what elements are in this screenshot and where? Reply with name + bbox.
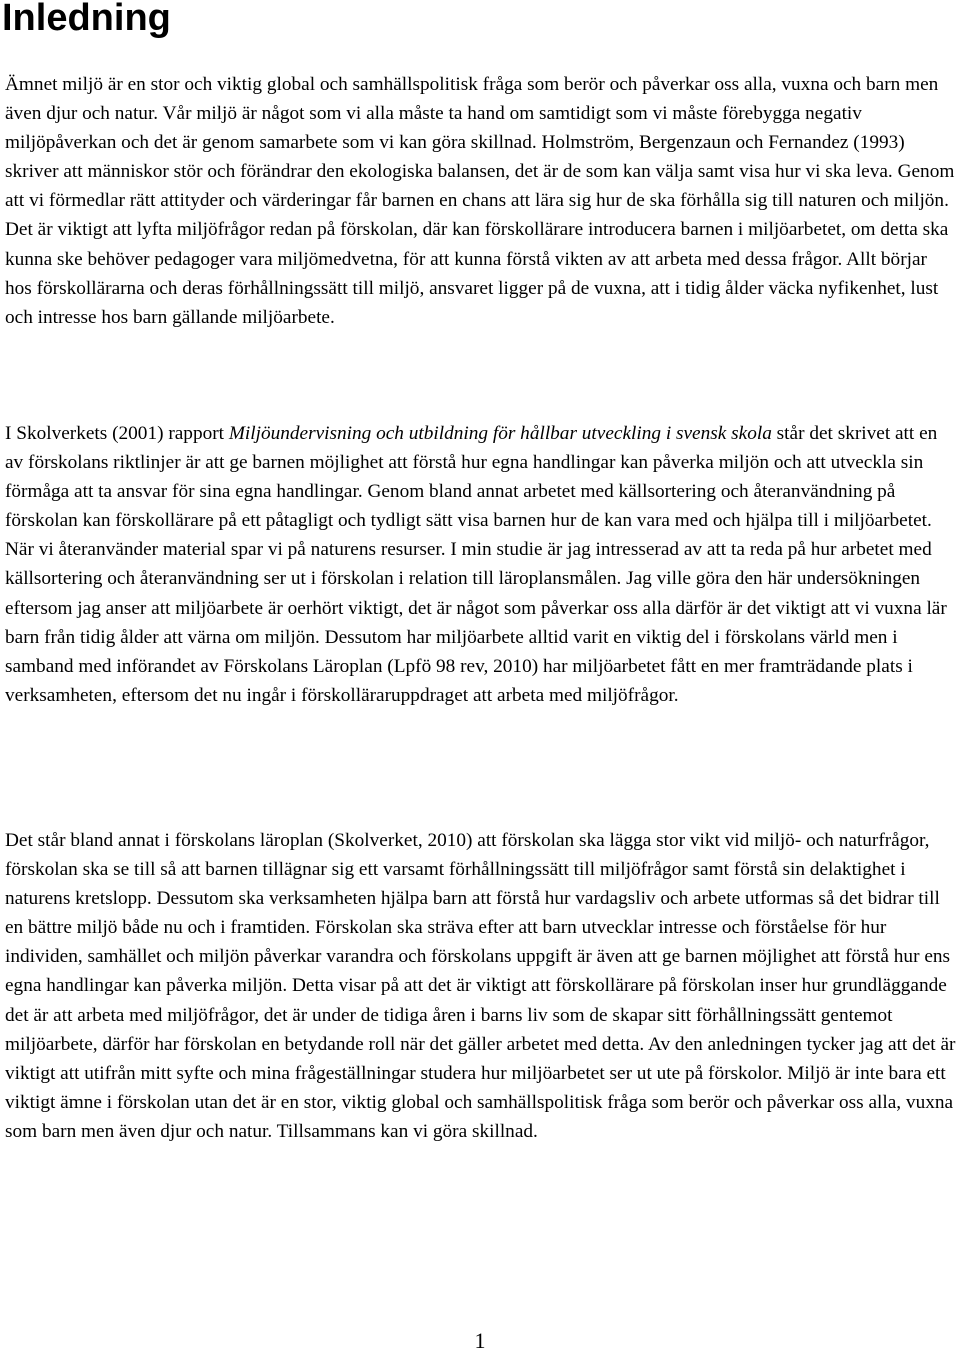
section-heading: Inledning [2,0,171,39]
page-number: 1 [474,1328,486,1353]
paragraph-text-after-title: står det skrivet att en av förskolans riktlinjer är att ge barnen möjlighet att förstå hur egna handlingar kan påverka miljön och att utveckla sin förmåga att ta ansvar för sina egna handlingar. Genom bland annat arbetet med källsortering och återanvändning på förskolan kan förskollärare på ett påtagligt och tydligt sätt visa barnen hur de kan vara med och hjälpa till i miljöarbetet. När vi återanvänder material spar vi på naturens resurser. I min studie är jag intresserad av att ta reda på hur arbetet med källsortering och återanvändning ser ut i förskolan i relation till läroplansmålen. Jag ville göra den här undersökningen eftersom jag anser att miljöarbete är oerhört viktigt, det är något som påverkar oss alla därför är det viktigt att vi vuxna lär barn från tidig ålder att värna om miljön. Dessutom har miljöarbete alltid varit en viktig del i förskolans värld men i samband med införandet av Förskolans Läroplan (Lpfö 98 rev, 2010) har miljöarbetet fått en mer framträdande plats i verksamheten, eftersom det nu ingår i förskolläraruppdraget att arbeta med miljöfrågor. [5,423,947,706]
paragraph-skolverket-report [5,419,957,710]
paragraph-curriculum: Det står bland annat i förskolans läroplan (Skolverket, 2010) att förskolan ska lägga stor vikt vid miljö- och naturfrågor, förskolan ska se till så att barnen tillägnar sig ett varsamt förhållningssätt till miljöfrågor samt förstå sin delaktighet i naturens kretslopp. Dessutom ska verksamheten hjälpa barn att förstå hur vardagsliv och arbete utformas så det bidrar till en bättre miljö både nu och i framtiden. Förskolan ska sträva efter att barn utvecklar intresse och förståelse för hur individen, samhället och miljön påverkar varandra och förskolans uppgift är även att ge barnen möjlighet att förstå hur ens egna handlingar kan påverka miljön. Detta visar på att det är viktigt att förskollärare på förskolan inser hur grundläggande det är att arbeta med miljöfrågor, det är under de tidiga åren i barns liv som de skapar sitt förhållningssätt gentemot miljöarbete, därför har förskolan en betydande roll när det gäller arbetet med detta. Av den anledningen tycker jag att det är viktigt att utifrån mitt syfte och mina frågeställningar studera hur miljöarbetet ser ut ute på förskolor. Miljö är inte bara ett viktigt ämne i förskolan utan det är en stor, viktig global och samhällspolitisk fråga som berör och påverkar oss alla, vuxna som barn men även djur och natur. Tillsammans kan vi göra skillnad. [5,830,956,1142]
paragraph-intro: Ämnet miljö är en stor och viktig global och samhällspolitisk fråga som berör och påverkar oss alla, vuxna och barn men även djur och natur. Vår miljö är något som vi alla måste ta hand om samtidigt som vi måste förebygga negativ miljöpåverkan och det är genom samarbete som vi kan göra skillnad. Holmström, Bergenzaun och Fernandez (1993) skriver att människor stör och förändrar den ekologiska balansen, det är de som kan välja samt visa hur vi ska leva. Genom att vi förmedlar rätt attityder och värderingar får barnen en chans att lära sig hur de ska förhålla sig till naturen och miljön. Det är viktigt att lyfta miljöfrågor redan på förskolan, där kan förskollärare introducera barnen i miljöarbetet, om detta ska kunna ske behöver pedagoger vara miljömedvetna, för att kunna förstå vikten av att arbeta med dessa frågor. Allt börjar hos förskollärarna och deras förhållningssätt till miljö, ansvaret ligger på de vuxna, att i tidig ålder väcka nyfikenhet, lust och intresse hos barn gällande miljöarbete. [5,74,955,328]
report-title: Miljöundervisning och utbildning för hållbar utveckling i svensk skola [228,423,772,444]
paragraph-text-before-title: I Skolverkets (2001) rapport [5,423,229,444]
